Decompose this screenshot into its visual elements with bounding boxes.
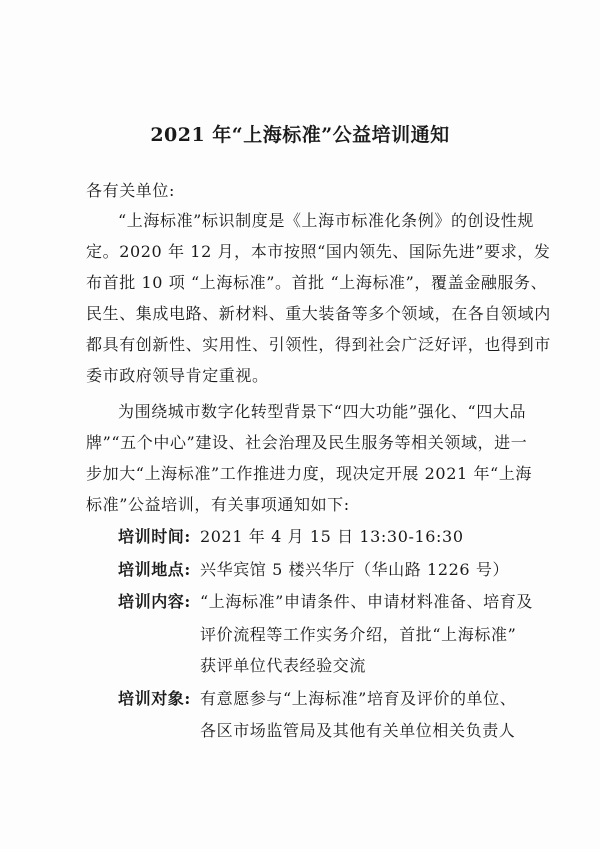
paragraph1-line: 布首批 10 项 “上海标准”。首批 “上海标准”，覆盖金融服务、	[86, 273, 548, 292]
paragraph1-line: 委市政府领导肯定重视。	[86, 366, 269, 385]
training-location-value: 兴华宾馆 5 楼兴华厅（华山路 1226 号）	[200, 560, 510, 579]
paragraph1-line: “上海标准”标识制度是《上海市标准化条例》的创设性规	[118, 211, 534, 230]
training-content-line: 评价流程等工作实务介绍，首批“上海标准”	[200, 625, 517, 644]
training-time-label: 培训时间:	[118, 527, 191, 546]
training-content-label: 培训内容:	[118, 592, 191, 611]
training-audience-label: 培训对象:	[118, 689, 191, 708]
paragraph1-line: 都具有创新性、实用性、引领性，得到社会广泛好评，也得到市	[86, 335, 551, 354]
document-title: 2021 年“上海标准”公益培训通知	[150, 124, 450, 146]
training-content-line: “上海标准”申请条件、申请材料准备、培育及	[200, 592, 533, 611]
training-audience-line: 有意愿参与“上海标准”培育及评价的单位、	[200, 689, 517, 708]
paragraph2-line: 为围绕城市数字化转型背景下“四大功能”强化、“四大品	[118, 402, 527, 421]
paragraph1-line: 定。2020 年 12 月，本市按照“国内领先、国际先进”要求，发	[86, 242, 551, 261]
paragraph2-line: 标准”公益培训，有关事项通知如下:	[86, 495, 350, 514]
training-content-line: 获评单位代表经验交流	[200, 656, 367, 675]
paragraph1-line: 民生、集成电路、新材料、重大装备等多个领域，在各自领域内	[86, 304, 551, 323]
paragraph2-line: 步加大“上海标准”工作推进力度，现决定开展 2021 年“上海	[86, 464, 533, 483]
training-location-label: 培训地点:	[118, 560, 191, 579]
training-time-value: 2021 年 4 月 15 日 13:30-16:30	[200, 527, 464, 546]
paragraph2-line: 牌”“五个中心”建设、社会治理及民生服务等相关领域，进一	[86, 433, 528, 452]
training-audience-line: 各区市场监管局及其他有关单位相关负责人	[200, 721, 516, 740]
salutation: 各有关单位:	[86, 181, 175, 200]
